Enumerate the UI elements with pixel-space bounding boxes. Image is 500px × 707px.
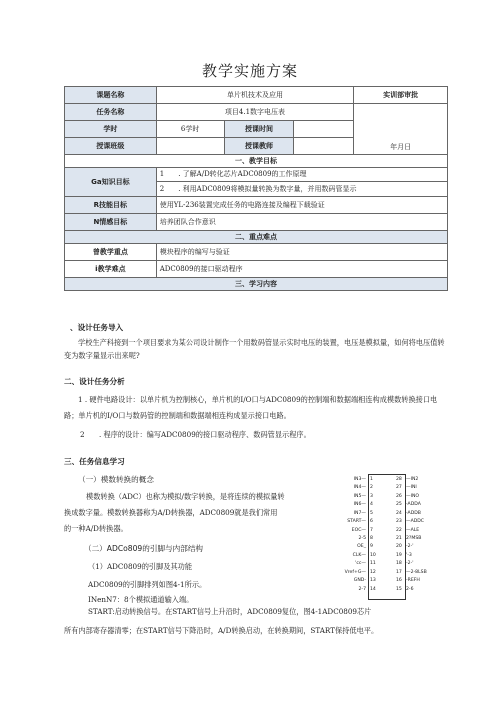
pin-number-left: 6: [370, 519, 373, 525]
page-title: 教学实施方案: [201, 62, 298, 80]
pin-number-right: 17: [396, 569, 402, 575]
pin-number-left: 13: [370, 578, 376, 584]
pin-label-left: Vref+G—: [344, 569, 366, 575]
goal-item: 培养团队合作意识: [156, 214, 447, 231]
goal-label: N情感目标: [65, 214, 157, 231]
pin-label-left: IN3—: [353, 477, 366, 482]
time-value: [294, 121, 354, 138]
heading-intro: 、设计任务导入: [70, 323, 124, 332]
pin-label-left: 2-5: [358, 536, 366, 541]
pin-number-left: 9: [370, 544, 373, 550]
pin-number-left: 12: [370, 569, 376, 575]
goal-label: Ga知识目标: [65, 168, 157, 197]
plan-table: [64, 86, 448, 291]
section-content: 三、学习内容: [65, 278, 448, 291]
goal-item: 使用YL-236装置完成任务的电路连接及编程下载验证: [156, 197, 447, 214]
hours-label: 学时: [65, 121, 157, 138]
subheading-concept: （一）模数转换的概念: [78, 475, 154, 484]
course-value: 单片机技术及应用: [156, 87, 353, 104]
pin-label-right: -ADDB: [406, 510, 421, 516]
pin-number-right: 27: [396, 485, 402, 491]
pin-label-left: 'cc—: [355, 561, 366, 567]
pin-number-right: 22: [396, 527, 402, 533]
heading-analysis: 二、设计任务分析: [64, 377, 125, 386]
pin-number-right: 15: [396, 586, 402, 592]
pin-number-left: 11: [370, 561, 376, 567]
pin-label-left: EOC—: [351, 527, 366, 533]
pin-number-left: 7: [370, 527, 373, 533]
pin-number-right: 23: [396, 519, 402, 525]
pin-number-right: 16: [396, 578, 402, 584]
pin-number-right: 24: [396, 510, 402, 516]
pin-label-right: —INI: [406, 485, 417, 491]
heading-info-study: 三、任务信息学习: [64, 457, 125, 466]
key-label: 曾教学重点: [65, 244, 157, 261]
pin-label-right: -REFH: [406, 578, 420, 584]
class-label: 授课班级: [65, 138, 157, 155]
pin-label-left: IN7—: [353, 510, 366, 516]
paragraph-pins-1: （1）ADC0809的引脚及其功能: [88, 562, 193, 571]
pin-label-right: -ADDA: [406, 502, 421, 508]
paragraph-pins-3: INenN7：8个模拟通道输入端。: [88, 595, 194, 604]
course-label: 课题名称: [65, 87, 157, 104]
pin-label-right: 2-6: [406, 586, 414, 592]
pin-label-right: -2-': [406, 544, 414, 550]
paragraph-concept-2: 换成数字量。模数转换器称为A/D转换器，ADC0809就是我们常用: [64, 508, 278, 517]
adc0809-pinout-diagram: [346, 474, 436, 598]
pin-label-right: -2-': [406, 561, 414, 567]
paragraph-concept-3: 的一种A/D转换器。: [64, 524, 128, 533]
pin-label-left: OE_: [357, 544, 366, 550]
teacher-value: [294, 138, 354, 155]
pin-number-right: 25: [396, 502, 402, 508]
pin-number-left: 8: [370, 536, 373, 541]
pin-label-right: 2?MSB: [406, 536, 422, 541]
pin-number-left: 14: [370, 586, 376, 592]
pin-number-right: 28: [396, 477, 402, 482]
pin-number-left: 2: [370, 485, 373, 491]
class-value: [156, 138, 224, 155]
paragraph-pins-2: ADC0809的引脚排列如图4-1所示。: [88, 580, 207, 589]
pin-number-right: 20: [396, 544, 402, 550]
section-goals: 一、教学目标: [65, 155, 448, 168]
subheading-pins: （二）ADCo809的引脚与内部结构: [84, 544, 204, 553]
pin-number-right: 19: [396, 552, 402, 558]
pin-number-right: 21: [396, 536, 402, 541]
pin-label-left: IN6—: [353, 502, 366, 508]
section-key-points: 二、重点难点: [65, 231, 448, 244]
pin-label-right: —2-8LSB: [406, 569, 427, 575]
key-value: 模块程序的编写与验证: [156, 244, 447, 261]
pin-number-right: 18: [396, 561, 402, 567]
pin-number-left: 10: [370, 552, 376, 558]
pin-label-right: —INO: [406, 493, 420, 499]
pin-label-right: —IN2: [406, 477, 419, 482]
pin-label-right: —ADDC: [406, 519, 425, 525]
paragraph-concept-1: 模数转换（ADC）也称为模拟/数字转换，是将连续的模拟量转: [86, 492, 285, 501]
goal-label: R技能目标: [65, 197, 157, 214]
difficulty-value: ADC0809的接口驱动程序: [156, 261, 447, 278]
pin-number-left: 5: [370, 510, 373, 516]
review-label: 实训部审批: [354, 87, 448, 104]
difficulty-label: i教学难点: [65, 261, 157, 278]
pin-number-right: 26: [396, 493, 402, 499]
goal-item: 2 . 利用ADC0809将模拟量转换为数字量，并用数码管显示: [159, 185, 357, 193]
pin-number-left: 4: [370, 502, 373, 508]
pin-label-left: START—: [347, 519, 366, 525]
date-value: 年月日: [354, 104, 448, 155]
goal-items: [156, 168, 447, 197]
paragraph-intro: 学校生产科接到一个项目要求为某公司设计制作一个用数码管显示实时电压的装置，电压是模拟量，如何将电压值转变为数字量显示出来呢?: [64, 338, 445, 360]
pin-label-left: IN4—: [353, 485, 366, 491]
pin-label-right: —ALE: [406, 527, 420, 533]
pin-label-left: IN5—: [353, 493, 366, 499]
paragraph-hardware: 1 . 硬件电路设计：以单片机为控制核心，单片机的I/O口与ADC0809的控制端和数据端相连构成模数转换接口电路；单片机的I/O口与数码管的控制端和数据端相连构成显示接口电路。: [64, 395, 438, 420]
paragraph-software: 2 . 程序的设计：编写ADC0809的接口驱动程序、数码管显示程序。: [80, 430, 311, 439]
paragraph-pins-5: 所有内部寄存器清零；在START信号下降沿时，A/D转换启动，在转换期间，START保持低电平。: [64, 626, 379, 635]
pin-label-left: GND-: [353, 578, 366, 584]
pin-label-left: CLK—: [352, 552, 366, 558]
hours-value: 6学时: [156, 121, 224, 138]
teacher-label: 授课教师: [224, 138, 294, 155]
time-label: 授课时间: [224, 121, 294, 138]
task-value: 项目4.1数字电压表: [156, 104, 353, 121]
paragraph-pins-4: START:启动转换信号。在START信号上升沿时，ADC0809复位，图4-1ADC0809芯片: [88, 607, 372, 616]
pin-label-right: '-3: [406, 552, 412, 558]
pin-number-left: 3: [370, 493, 373, 499]
goal-item: 1 . 了解A/D转化芯片ADC0809的工作原理: [157, 168, 447, 182]
pin-number-left: 1: [370, 477, 373, 482]
task-label: 任务名称: [65, 104, 157, 121]
pin-label-left: 2-7: [358, 586, 366, 592]
